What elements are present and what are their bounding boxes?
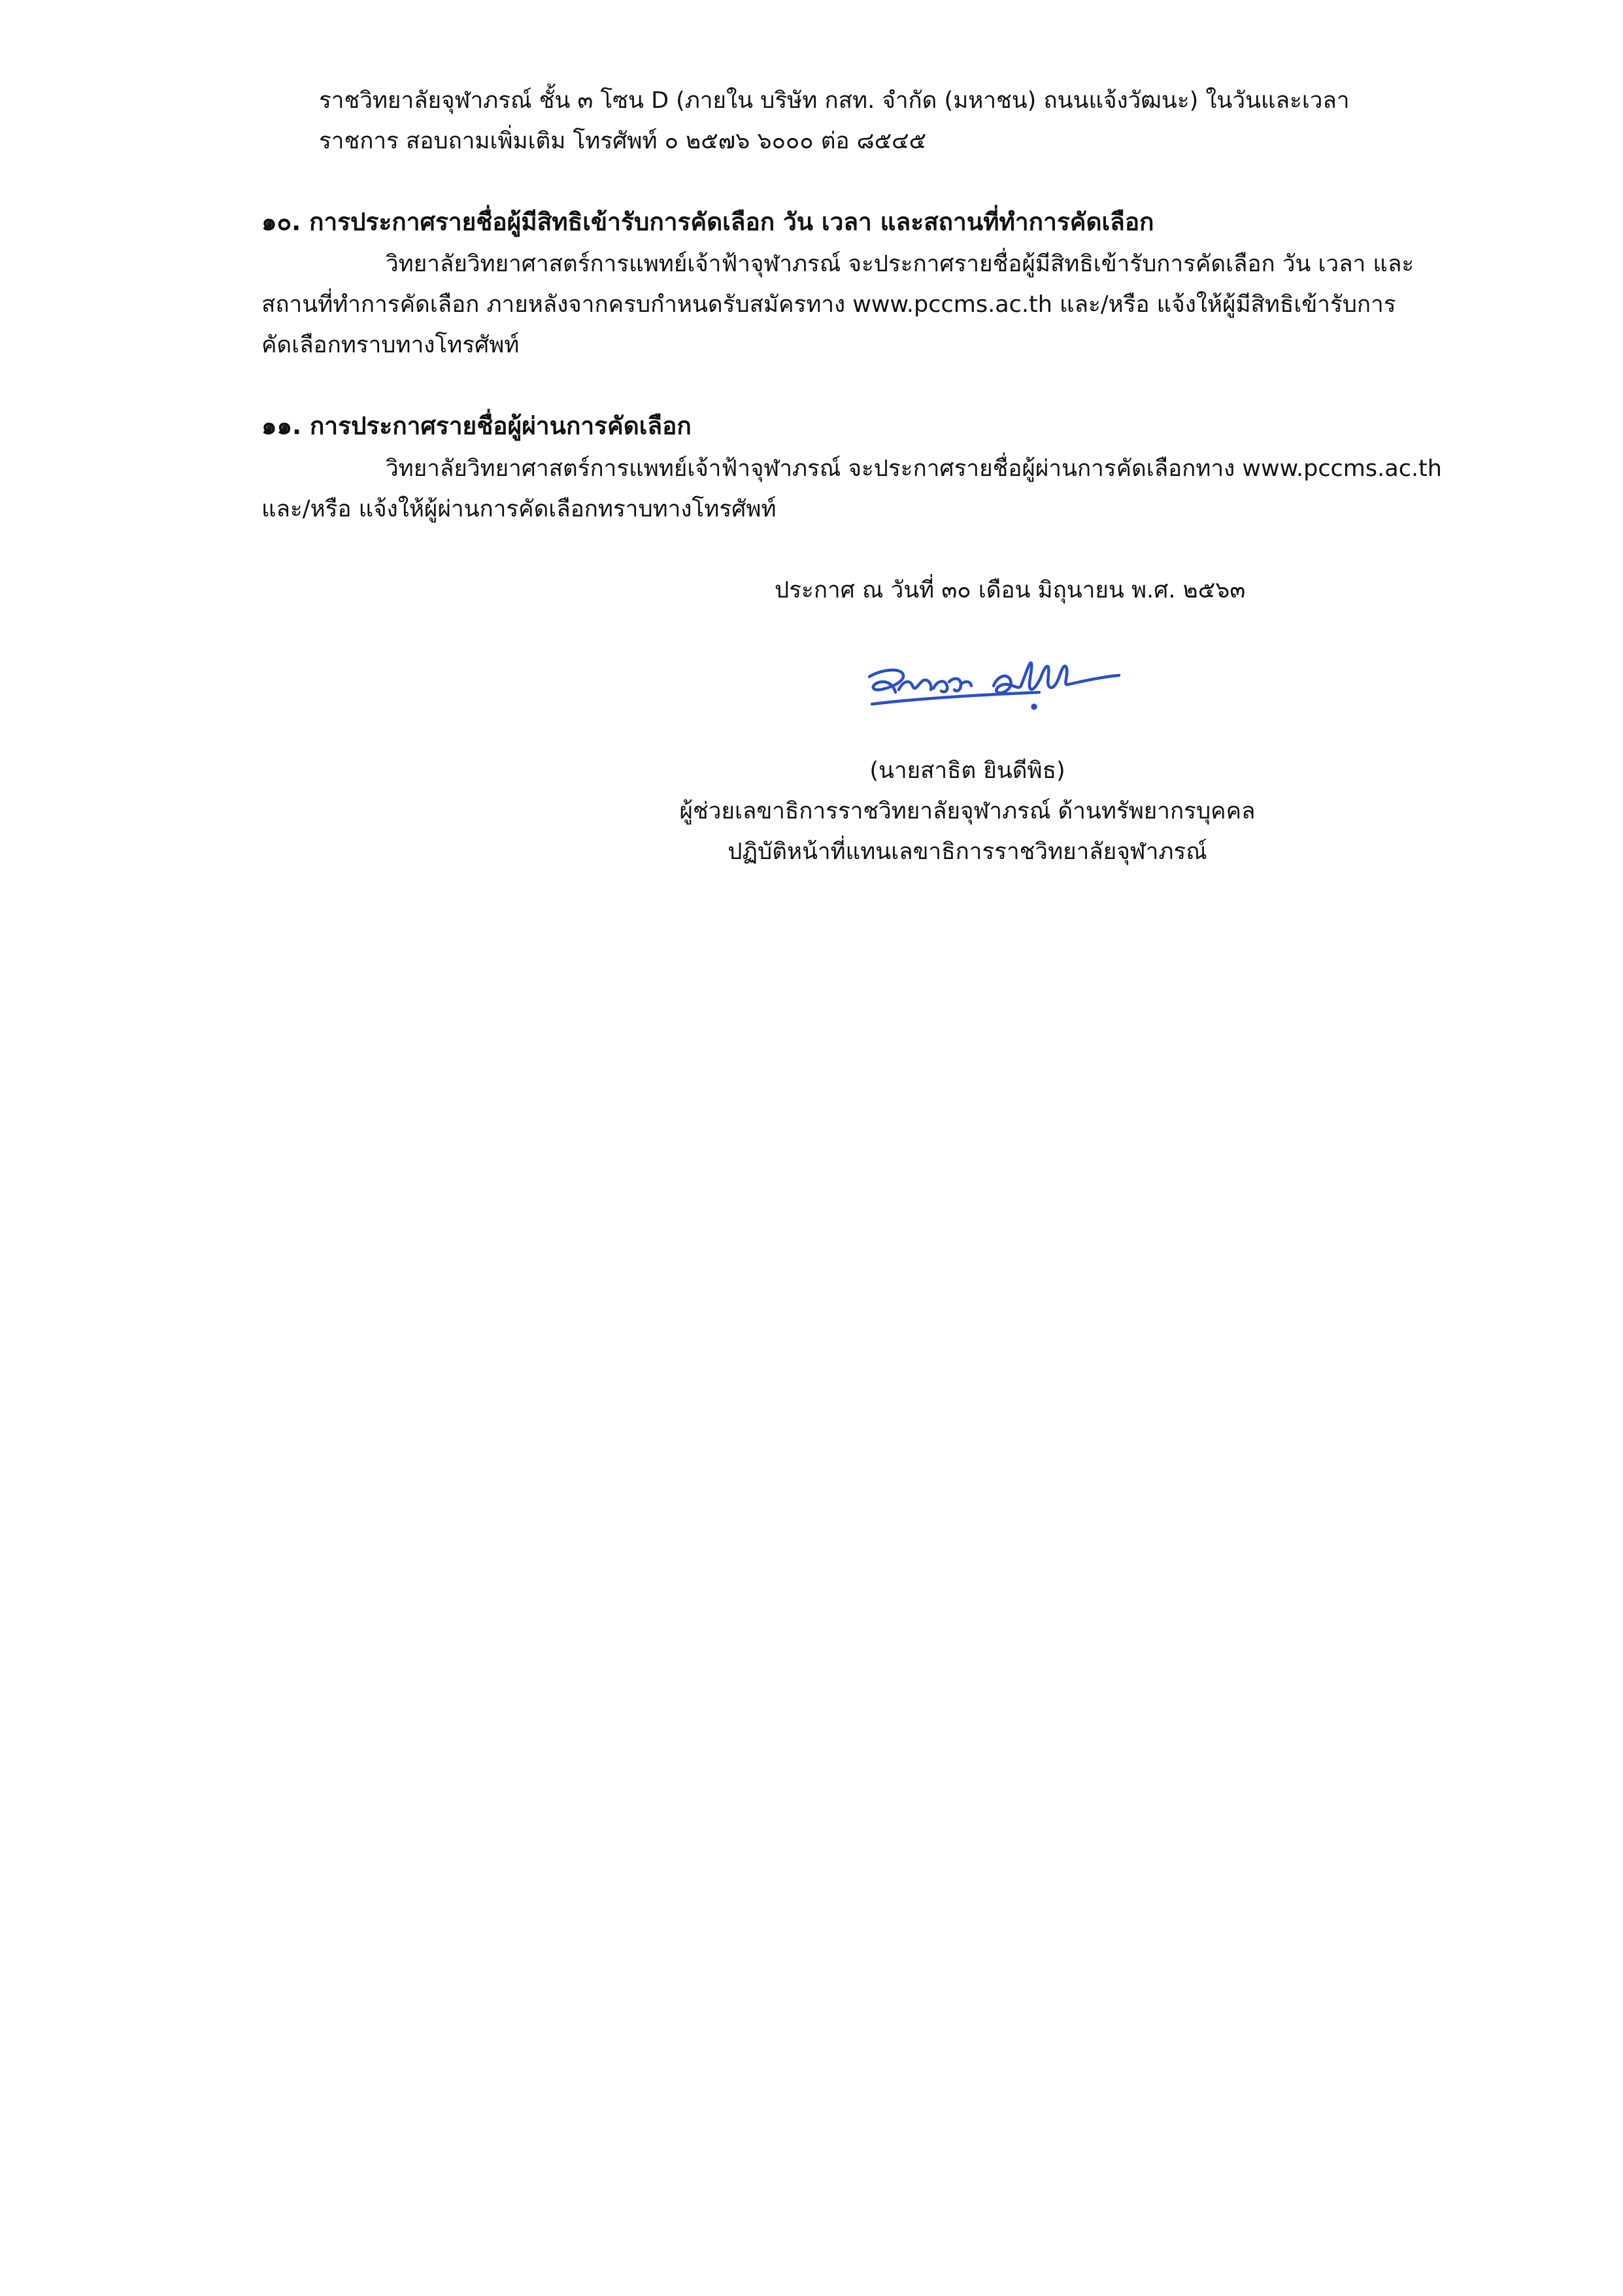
announcement-date: ประกาศ ณ วันที่ ๓๐ เดือน มิถุนายน พ.ศ. ๒๕๖๓ [775,577,1246,603]
signature-image [863,644,1124,722]
intro-line-1: ราชวิทยาลัยจุฬาภรณ์ ชั้น ๓ โซน D (ภายใน บริษัท กสท. จำกัด (มหาชน) ถนนแจ้งวัฒนะ) ในวันและเวลา [319,88,1350,114]
section-11-heading: ๑๑. การประกาศรายชื่อผู้ผ่านการคัดเลือก [261,412,692,440]
section-10-heading: ๑๐. การประกาศรายชื่อผู้มีสิทธิเข้ารับการคัดเลือก วัน เวลา และสถานที่ทำการคัดเลือก [261,208,1154,236]
section-11-line-2: และ/หรือ แจ้งให้ผู้ผ่านการคัดเลือกทราบทางโทรศัพท์ [261,496,777,522]
signer-title-1: ผู้ช่วยเลขาธิการราชวิทยาลัยจุฬาภรณ์ ด้านทรัพยากรบุคคล [679,798,1256,824]
section-10-line-3: คัดเลือกทราบทางโทรศัพท์ [261,332,520,358]
section-10-line-2: สถานที่ทำการคัดเลือก ภายหลังจากครบกำหนดรับสมัครทาง www.pccms.ac.th และ/หรือ แจ้งให้ผู้มีสิทธิเข้ารับการ [261,292,1396,318]
section-11-line-1: วิทยาลัยวิทยาศาสตร์การแพทย์เจ้าฟ้าจุฬาภรณ์ จะประกาศรายชื่อผู้ผ่านการคัดเลือกทาง www.pccms.ac.th [386,456,1442,482]
signer-title-2: ปฏิบัติหน้าที่แทนเลขาธิการราชวิทยาลัยจุฬาภรณ์ [728,839,1207,865]
intro-line-2: ราชการ สอบถามเพิ่มเติม โทรศัพท์ ๐ ๒๕๗๖ ๖๐๐๐ ต่อ ๘๕๔๕ [319,128,927,154]
signer-name: (นายสาธิต ยินดีพิธ) [869,758,1065,784]
section-10-line-1: วิทยาลัยวิทยาศาสตร์การแพทย์เจ้าฟ้าจุฬาภรณ์ จะประกาศรายชื่อผู้มีสิทธิเข้ารับการคัดเลือก วัน เวลา และ [386,251,1414,277]
